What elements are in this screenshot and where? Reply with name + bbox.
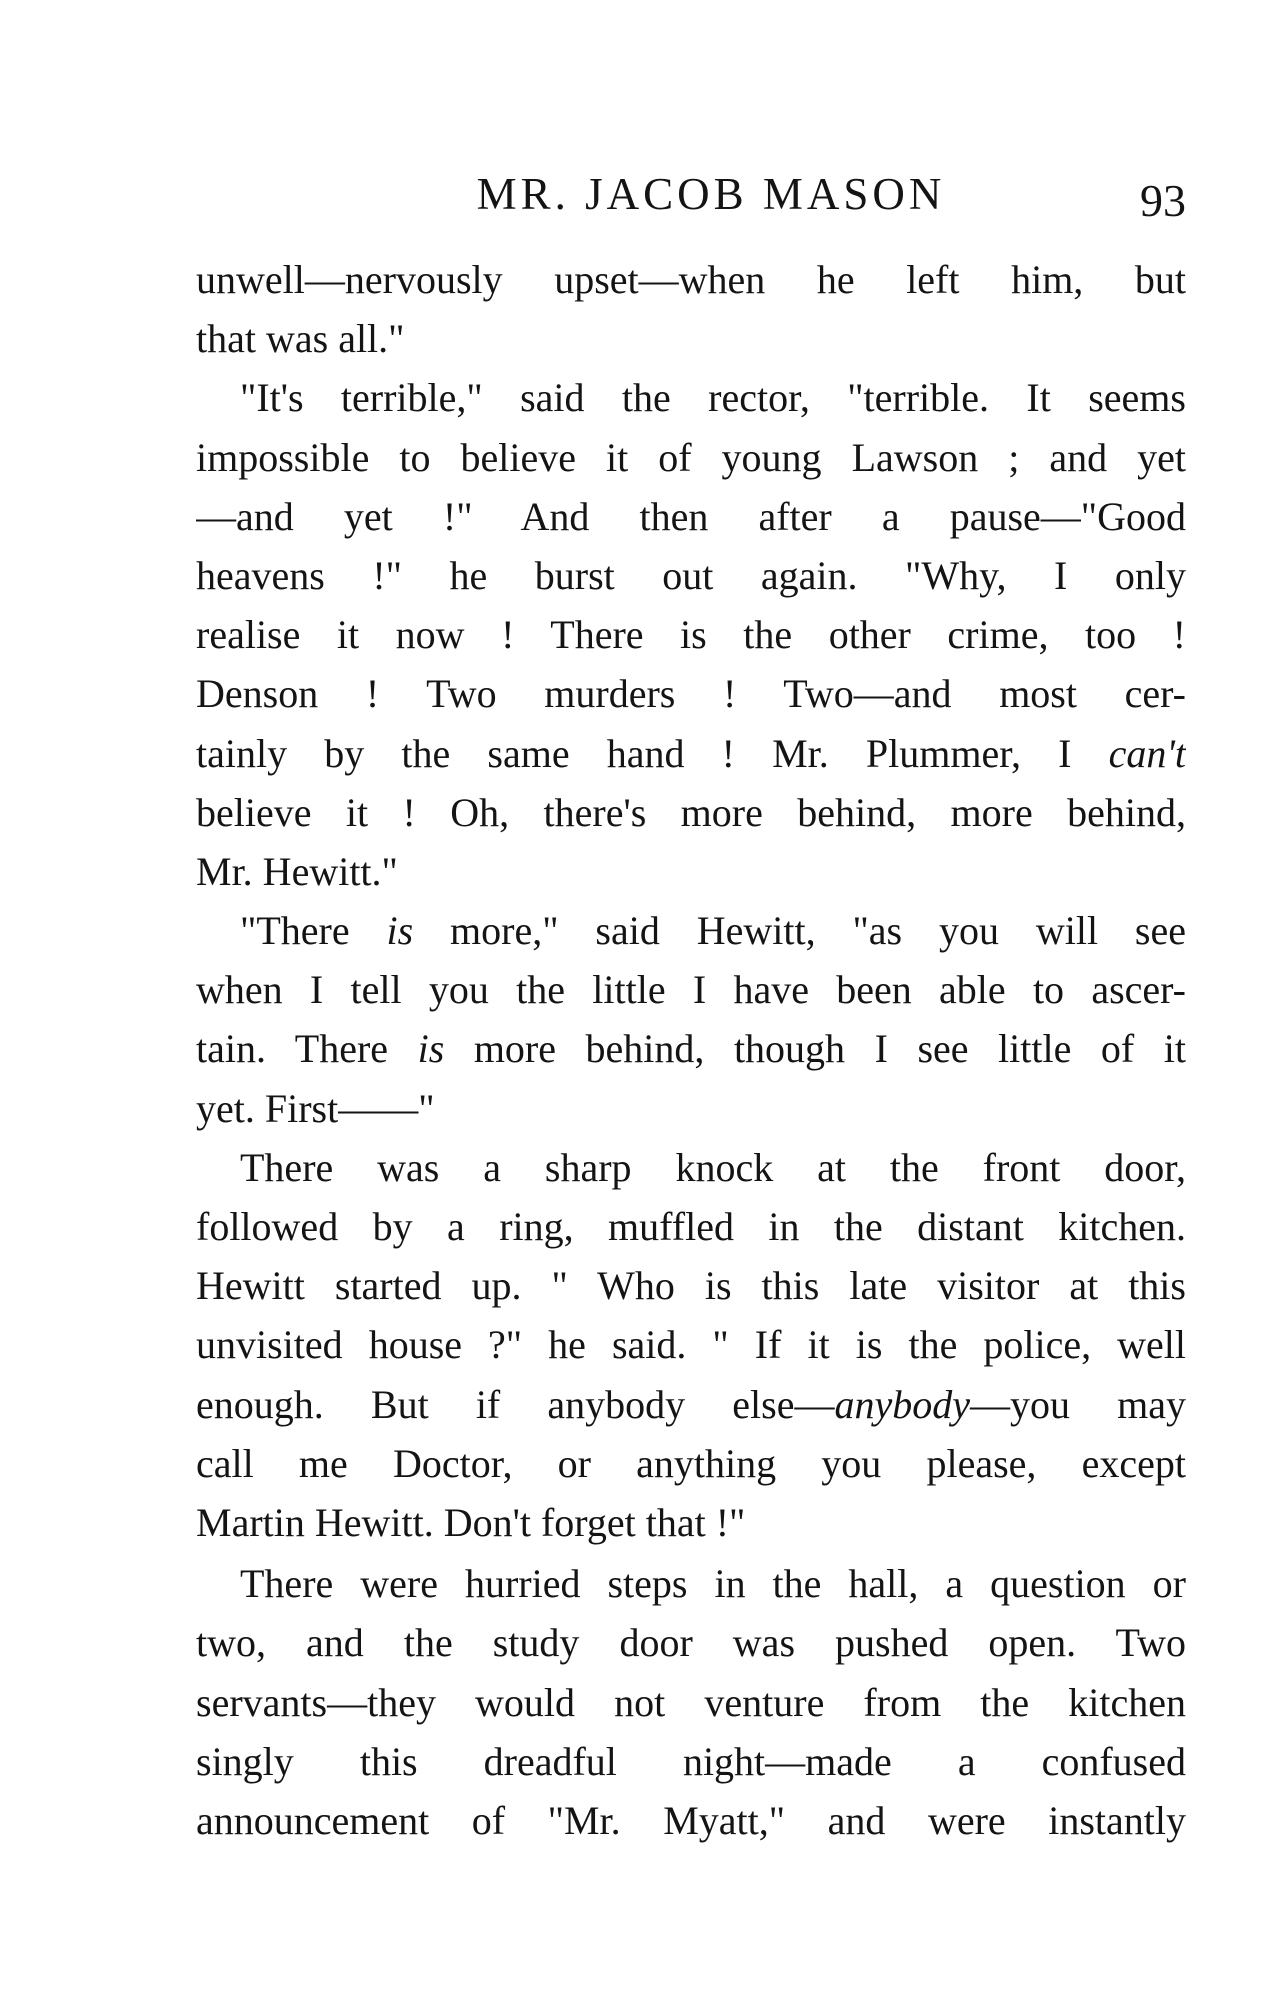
text-line: There were hurried steps in the hall, a question or <box>240 1561 1186 1607</box>
text-line: There was a sharp knock at the front door, <box>240 1144 1186 1190</box>
text-line: impossible to believe it of young Lawson ; and yet <box>196 434 1186 480</box>
text-segment: enough. But if anybody else— <box>196 1381 835 1427</box>
text-line: realise it now ! There is the other crime, too ! <box>196 612 1186 658</box>
italic-text: is <box>417 1026 445 1072</box>
text-line: when I tell you the little I have been able to ascer- <box>196 967 1186 1013</box>
text-line: that was all." <box>196 316 405 362</box>
text-line: announcement of "Mr. Myatt," and were instantly <box>196 1797 1186 1843</box>
text-line: Denson ! Two murders ! Two—and most cer- <box>196 671 1186 717</box>
text-line <box>196 1019 1186 1078</box>
text-line: Mr. Hewitt." <box>196 848 398 894</box>
text-line: heavens !" he burst out again. "Why, I only <box>196 552 1186 598</box>
text-line: unwell—nervously upset—when he left him, but <box>196 257 1186 302</box>
text-segment: "There <box>240 908 387 954</box>
body-text <box>196 250 1186 1850</box>
text-line: yet. First——" <box>196 1085 435 1131</box>
italic-text: can't <box>1108 730 1186 776</box>
text-line: Martin Hewitt. Don't forget that !" <box>196 1499 746 1545</box>
text-line: Hewitt started up. " Who is this late visitor at this <box>196 1263 1186 1309</box>
text-line: servants—they would not venture from the kitchen <box>196 1679 1186 1725</box>
running-title: MR. JACOB MASON <box>476 169 946 219</box>
text-segment: more," said Hewitt, "as you will see <box>413 908 1186 954</box>
text-segment: more behind, though I see little of it <box>444 1026 1186 1072</box>
text-line: followed by a ring, muffled in the distant kitchen. <box>196 1204 1186 1249</box>
text-line: —and yet !" And then after a pause—"Good <box>196 493 1186 539</box>
text-line: "It's terrible," said the rector, "terrible. It seems <box>240 375 1186 421</box>
text-line <box>196 1375 1186 1434</box>
text-line: believe it ! Oh, there's more behind, more behind, <box>196 789 1186 835</box>
text-line: call me Doctor, or anything you please, except <box>196 1440 1186 1486</box>
page-number: 93 <box>1140 175 1186 226</box>
text-line: two, and the study door was pushed open. Two <box>196 1620 1186 1666</box>
text-line: singly this dreadful night—made a confused <box>196 1738 1186 1784</box>
page-header <box>196 168 1186 228</box>
text-line <box>196 901 1186 960</box>
text-segment: tainly by the same hand ! Mr. Plummer, I <box>196 730 1109 776</box>
text-segment: —you may <box>970 1381 1186 1427</box>
text-line: unvisited house ?" he said. " If it is the police, well <box>196 1322 1186 1368</box>
italic-text: is <box>386 908 414 954</box>
italic-text: anybody <box>834 1381 970 1427</box>
text-segment: tain. There <box>196 1026 418 1072</box>
text-line <box>196 724 1186 783</box>
